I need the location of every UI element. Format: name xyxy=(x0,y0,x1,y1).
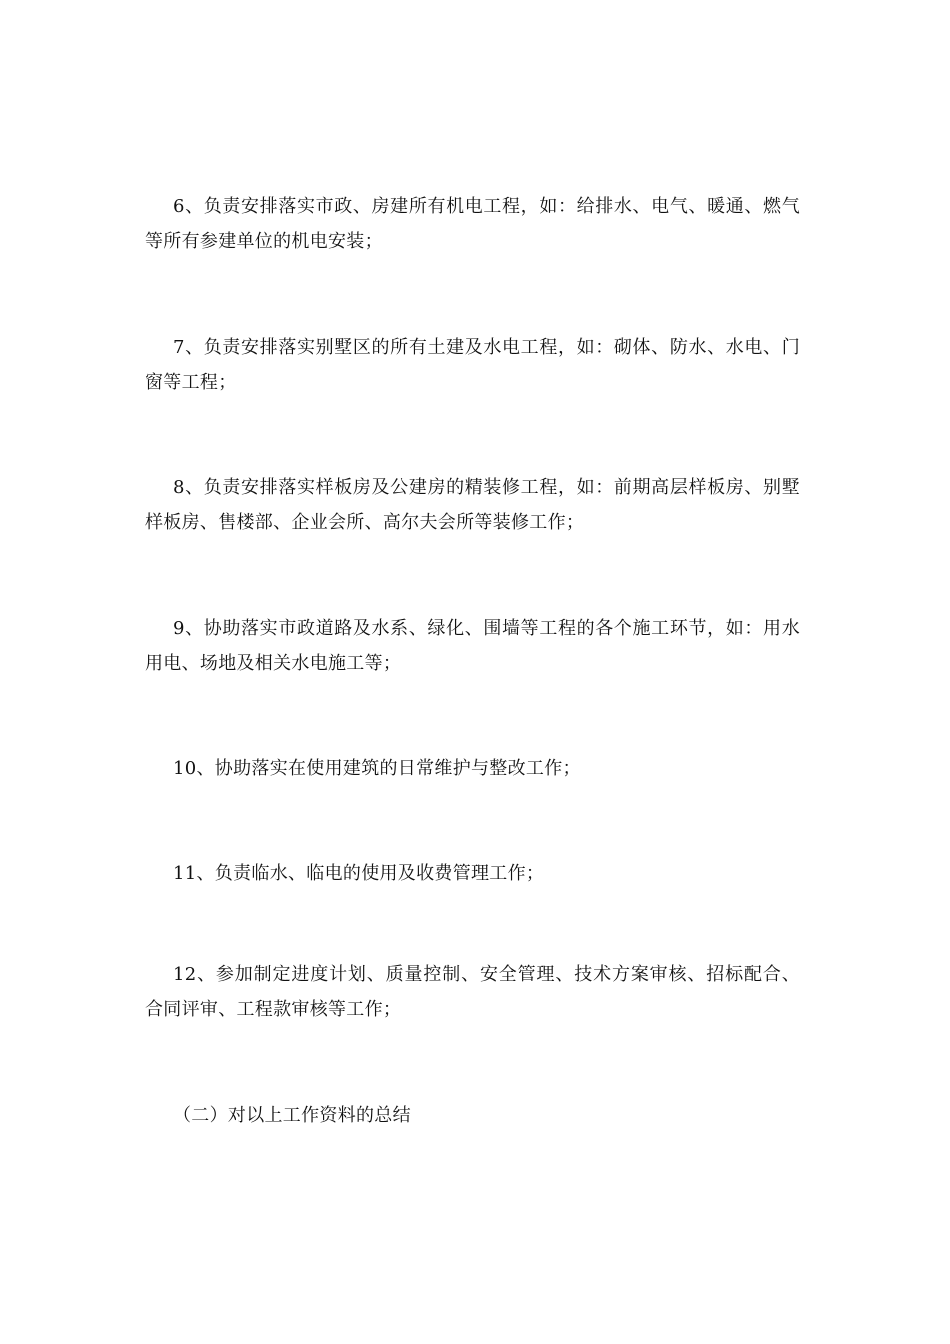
list-item-9: 9、协助落实市政道路及水系、绿化、围墙等工程的各个施工环节，如：用水用电、场地及相关水电施工等； xyxy=(145,618,800,674)
list-item-12: 12、参加制定进度计划、质量控制、安全管理、技术方案审核、招标配合、合同评审、工程款审核等工作； xyxy=(145,964,800,1020)
list-item-6: 6、负责安排落实市政、房建所有机电工程，如：给排水、电气、暖通、燃气等所有参建单位的机电安装； xyxy=(145,196,800,252)
list-item-8: 8、负责安排落实样板房及公建房的精装修工程，如：前期高层样板房、别墅样板房、售楼部、企业会所、高尔夫会所等装修工作； xyxy=(145,477,800,533)
list-item-7: 7、负责安排落实别墅区的所有土建及水电工程，如：砌体、防水、水电、门窗等工程； xyxy=(145,337,800,393)
section-heading: （二）对以上工作资料的总结 xyxy=(173,1105,411,1126)
list-item-11: 11、负责临水、临电的使用及收费管理工作； xyxy=(173,863,545,884)
list-item-10: 10、协助落实在使用建筑的日常维护与整改工作； xyxy=(173,758,581,779)
